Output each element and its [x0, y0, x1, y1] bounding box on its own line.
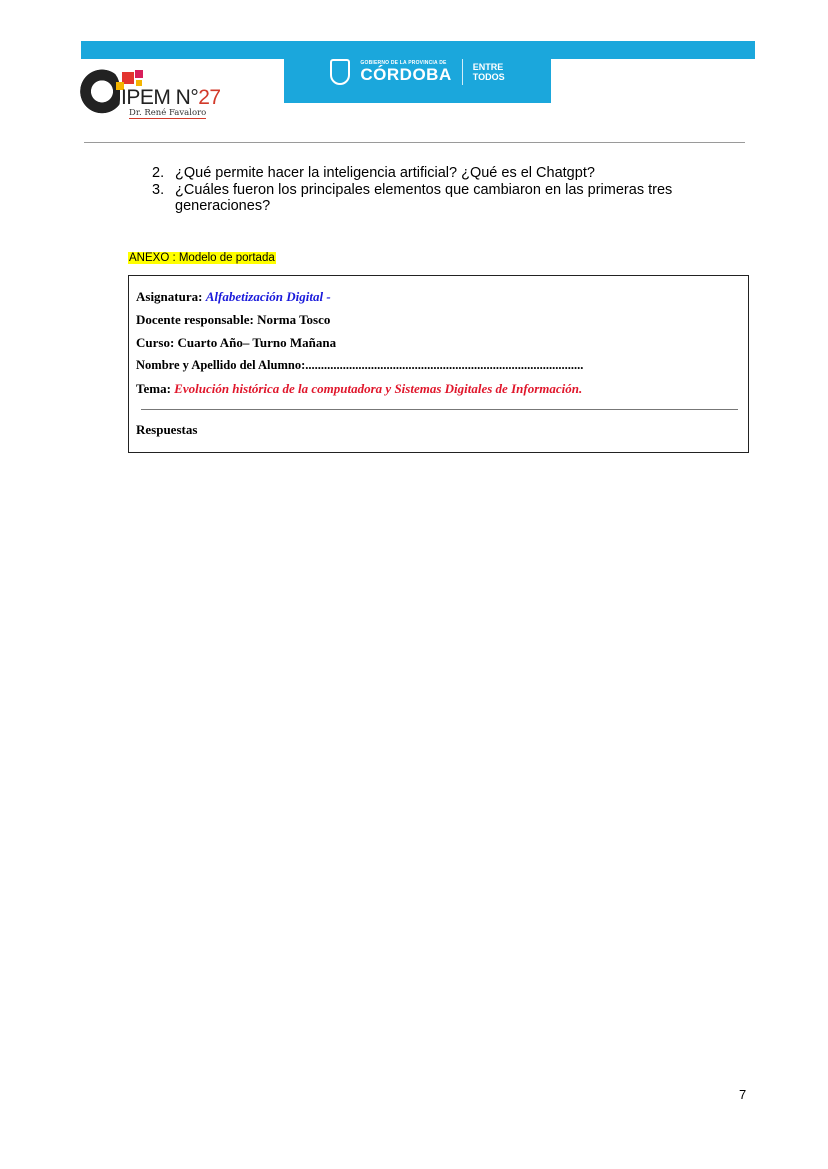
government-logo	[284, 41, 551, 103]
cover-divider	[141, 409, 738, 410]
tema-value: Evolución histórica de la computadora y Sistemas Digitales de Información.	[174, 381, 583, 396]
anexo-label: ANEXO : Modelo de portada	[129, 252, 275, 264]
cordoba-shield-icon	[330, 59, 350, 85]
gov-slogan-line1: ENTRE	[472, 62, 504, 72]
question-item: 2. ¿Qué permite hacer la inteligencia artificial? ¿Qué es el Chatgpt?	[152, 165, 595, 181]
favaloro-portrait-icon	[80, 68, 120, 120]
school-logo	[80, 64, 230, 124]
gov-small-text: GOBIERNO DE LA PROVINCIA DE	[360, 60, 447, 66]
page-number: 7	[739, 1087, 747, 1102]
logo-square-icon	[135, 70, 143, 78]
school-subtitle: Dr. René Favaloro	[129, 108, 207, 118]
alumno-line: Nombre y Apellido del Alumno:.........................................................................................	[136, 358, 584, 372]
question-list	[152, 165, 732, 215]
curso-line: Curso: Cuarto Año– Turno Mañana	[136, 335, 337, 350]
cover-template-box	[128, 275, 749, 453]
respuestas-heading: Respuestas	[136, 422, 198, 437]
question-item: 3. ¿Cuáles fueron los principales elementos que cambiaron en las primeras tres generaciones?	[152, 181, 673, 214]
gov-separator	[462, 59, 463, 85]
tema-line: Tema: Evolución histórica de la computadora y Sistemas Digitales de Información.	[136, 381, 583, 396]
gov-slogan-line2: TODOS	[472, 72, 505, 82]
gov-province-name: CÓRDOBA	[360, 65, 452, 84]
header-divider	[84, 142, 745, 143]
asignatura-value: Alfabetización Digital -	[205, 289, 331, 304]
docente-line: Docente responsable: Norma Tosco	[136, 312, 331, 327]
school-name: IPEM N°27	[121, 86, 221, 109]
asignatura-line: Asignatura: Alfabetización Digital -	[136, 289, 331, 304]
